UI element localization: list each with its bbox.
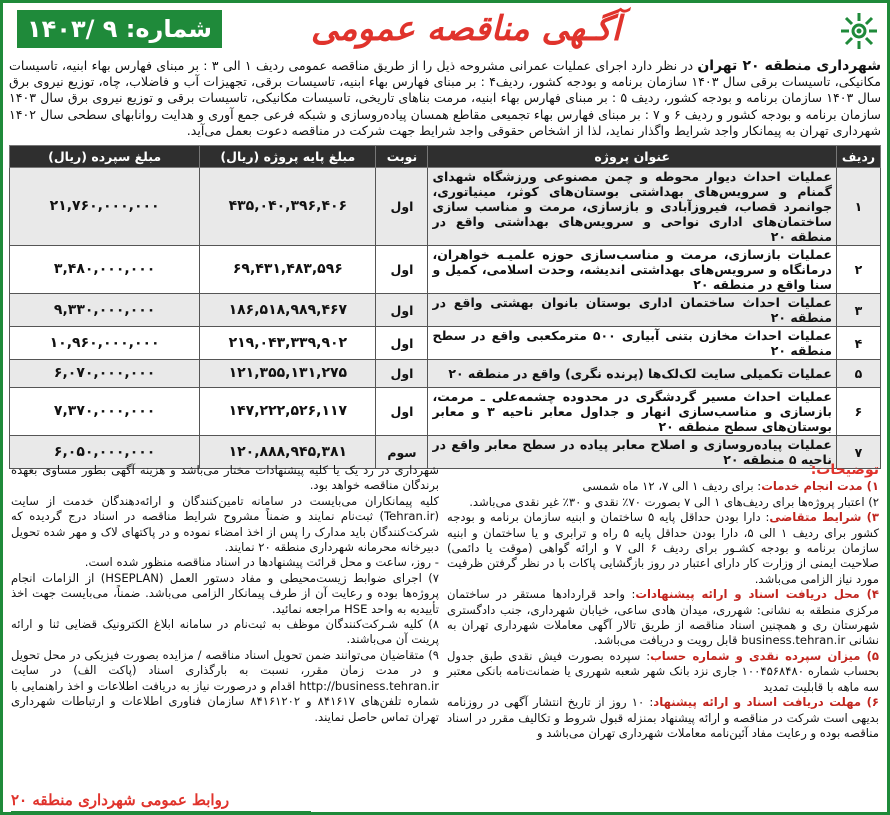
note-text: : واحد قراردادها مستقر در ساختمان مرکزی منطقه به نشانی: شهرری، میدان هادی ساعی، خیابان شهرداری، جنب دادگستری شهرستان ری و همچنین اسناد مناقصه از طریق تالار آگهی معاملات شهرداری تهران به نشانی business.tehran.ir قابل رویت و دریافت می‌باشد. xyxy=(447,587,879,648)
row-number: ۴ xyxy=(836,327,880,360)
deposit-amount: ۳,۴۸۰,۰۰۰,۰۰۰ xyxy=(10,246,200,294)
notes-right-column xyxy=(447,463,879,741)
tehran-municipality-logo xyxy=(837,9,881,53)
base-amount: ۱۸۶,۵۱۸,۹۸۹,۴۶۷ xyxy=(200,294,376,327)
header-project-title: عنوان پروژه xyxy=(428,146,836,168)
base-amount: ۶۹,۴۳۱,۴۸۳,۵۹۶ xyxy=(200,246,376,294)
note-text: ۲) اعتبار پروژه‌ها برای ردیف‌های ۱ الی ۷ بصورت ۷۰٪ نقدی و ۳۰٪ غیر نقدی می‌باشد. xyxy=(469,494,879,509)
header-row-number: ردیف xyxy=(836,146,880,168)
table-row xyxy=(10,294,881,327)
turn: اول xyxy=(376,360,428,388)
row-number: ۵ xyxy=(836,360,880,388)
note-text: : برای ردیف ۱ الی ۷، ۱۲ ماه شمسی xyxy=(582,479,762,494)
note-item xyxy=(447,695,879,741)
table-row xyxy=(10,388,881,436)
note-item: ۷) اجرای ضوابط زیست‌محیطی و مفاد دستور العمل (HSEPLAN) از الزامات انجام پروژه‌ها بوده و رعایت آن از طرف پیمانکار الزامی می‌باشد. ضمناً، می‌بایست جهت اخذ تأییدیه به واحد HSE مراجعه نمائید. xyxy=(11,570,439,616)
deposit-amount: ۱۰,۹۶۰,۰۰۰,۰۰۰ xyxy=(10,327,200,360)
header-turn: نوبت xyxy=(376,146,428,168)
row-number: ۷ xyxy=(836,436,880,469)
note-text: : دارا بودن حداقل پایه ۵ ساختمان و ابنیه سازمان برنامه و بودجه کشور برای ردیف ۱ الی ۵، دارا بودن حداقل پایه ۵ راه و ترابری و یا ساختمان و ابنیه سازمان برنامه و بودجه کشـور برای ردیف ۶ الی ۷ و ارائه گواهی (موقت یا دائمی) صلاحیت ایمنی از وزارت کار دارای اعتبار در روز بازگشایی پاکات با در نظر گرفتن ظرفیت مورد نیاز الزامی می‌باشد. xyxy=(447,510,879,586)
base-amount: ۴۳۵,۰۴۰,۳۹۶,۴۰۶ xyxy=(200,168,376,246)
table-row xyxy=(10,246,881,294)
table-row xyxy=(10,360,881,388)
deposit-amount: ۲۱,۷۶۰,۰۰۰,۰۰۰ xyxy=(10,168,200,246)
note-item: - روز، ساعت و محل قرائت پیشنهادها در اسناد مناقصه منظور شده است. xyxy=(84,555,439,570)
public-relations-signature: روابط عمومی شهرداری منطقه ۲۰ xyxy=(11,791,230,809)
intro-text: در نظر دارد اجرای عملیات عمرانی مشروحه ذیل را از طریق مناقصه عمومی ردیف ۱ الی ۳ : بر مبنای فهارس بهاء ابنیه، تاسیسات مکانیکی، تاسیسات برقی سال ۱۴۰۳ سازمان برنامه و بودجه کشور، ردیف۴ : بر مبنای فهارس بهاء ابنیه، تاسیسات برقی، تجهیزات آب و فاضلاب، چاه، توزیع نیروی برق سال ۱۴۰۳ سازمان برنامه و بودجه کشور، ردیف ۵ : بر مبنای فهارس بهاء ابنیه، مرمت بناهای تاریخی، تاسیسات مکانیکی، تاسیسات برقی و توزیع نیروی برق سال ۱۴۰۳ سازمان برنامه و بودجه کشور و ردیف ۶ و ۷ : بر مبنای فهارس بهاء تجمیعی مقاطع همسان پیاده‌روسازی و شبکه فرعی جمع آوری و هدایت روانابهای سطحی سال ۱۴۰۲ شهرداری تهران به پیمانکار واجد شرایط واگذار نماید، لذا از اشخاص حقوقی واجد شرایط جهت شرکت در مناقصه دعوت بعمل می‌آید. xyxy=(9,58,881,138)
note-head: ۱) مدت انجام خدمات xyxy=(761,479,879,494)
note-head: ۵) میزان سپرده نقدی و شماره حساب xyxy=(650,648,879,663)
intro-paragraph xyxy=(9,58,881,142)
turn: اول xyxy=(376,168,428,246)
header-base-amount: مبلغ پایه پروژه (ریال) xyxy=(200,146,376,168)
ad-title: آگـهی مناقصه عمومی xyxy=(310,9,621,49)
title-banner xyxy=(17,9,627,49)
note-item: ۹) متقاضیان می‌توانند ضمن تحویل اسناد مناقصه / مزایده بصورت فیزیکی در محل تحویل و در مدت زمان مقرر، نسبت به بارگذاری اسناد (پاکت الف) در سایت http://business.tehran.ir اقدام و درصورت نیاز به دریافت اطلاعات و اخذ راهنمایی با شماره تلفن‌های ۸۴۱۶۱۷ و ۸۴۱۶۱۲۰۲ سازمان فناوری اطلاعات و ارتباطات شهرداری تهران تماس حاصل نمایند. xyxy=(11,647,439,724)
project-title: عملیات احداث دیوار محوطه و چمن مصنوعی ورزشگاه شهدای گمنام و سرویس‌های بهداشتی بوستان‌های کوثر، مینیاتوری، جوانمرد قصاب، فیروزآبادی و بازسازی، مرمت و مناسب سازی ساختمان‌های اداری نواحی و سرویس‌های بهداشتی واقع در منطقه ۲۰ xyxy=(428,168,836,246)
project-title: عملیات احداث مخازن بتنی آبیاری ۵۰۰ مترمکعبی واقع در سطح منطقه ۲۰ xyxy=(428,327,836,360)
ad-number: شماره: ۹ /۱۴۰۳ xyxy=(17,10,222,48)
project-title: عملیات احداث مسیر گردشگری در محدوده چشمه‌علی ـ مرمت، بازسازی و مناسب‌سازی انهار و جداول معابر ناحیه ۳ و معابر بوستان‌های سطح منطقه ۲۰ xyxy=(428,388,836,436)
note-text: : ۱۰ روز از تاریخ انتشار آگهی در روزنامه بدیهی است شرکت در مناقصه و ارائه پیشنهاد بمنزله قبول شروط و تکالیف مقرر در اسناد مناقصه بوده و رعایت مفاد آئین‌نامه معاملات شهرداری تهران می‌باشد و xyxy=(447,695,879,740)
header xyxy=(9,7,881,55)
turn: اول xyxy=(376,246,428,294)
row-number: ۳ xyxy=(836,294,880,327)
note-item: کلیه پیمانکاران می‌بایست در سامانه تامین‌کنندگان و ارائه‌دهندگان خدمت از سایت (Tehran.ir) ثبت‌نام نمایند و ضمناً مشروح شرایط مناقصه در اسناد درج گردیده که شرکت‌کنندگان باید مدارک را پس از اخذ امضاء نموده و در پاکتهای لاک و مهر شده تحویل دبیرخانه محرمانه شهرداری منطقه ۲۰ نمایند. xyxy=(11,493,439,555)
turn: اول xyxy=(376,388,428,436)
table-row xyxy=(10,327,881,360)
project-title: عملیات بازسازی، مرمت و مناسب‌سازی حوزه علمیـه خواهران، درمانگاه و سرویس‌های بهداشتی اندیشه، وحدت اسلامی، کمیل و سنا واقع در منطقه ۲۰ xyxy=(428,246,836,294)
note-item: ۸) کلیه شـرکت‌کنندگان موظف به ثبت‌نام در سامانه ابلاغ الکترونیک قضایی ثنا و ارائه پرینت آن می‌باشند. xyxy=(11,617,439,647)
base-amount: ۱۲۱,۳۵۵,۱۳۱,۲۷۵ xyxy=(200,360,376,388)
row-number: ۶ xyxy=(836,388,880,436)
note-item xyxy=(447,495,879,510)
base-amount: ۲۱۹,۰۴۳,۳۳۹,۹۰۲ xyxy=(200,327,376,360)
turn: اول xyxy=(376,327,428,360)
note-head: ۳) شرایط متقاضی xyxy=(769,510,879,525)
note-item xyxy=(447,649,879,695)
note-item xyxy=(447,587,879,649)
project-title: عملیات احداث ساختمان اداری بوستان بانوان بهشتی واقع در منطقه ۲۰ xyxy=(428,294,836,327)
notes-title: توضیحات: xyxy=(810,462,879,478)
note-head: ۶) مهلت دریافت اسناد و ارائه پیشنهاد xyxy=(653,695,879,710)
deposit-amount: ۶,۰۷۰,۰۰۰,۰۰۰ xyxy=(10,360,200,388)
note-head: ۴) محل دریافت اسناد و ارائه پیشنهادات xyxy=(635,587,879,602)
deposit-amount: ۹,۳۳۰,۰۰۰,۰۰۰ xyxy=(10,294,200,327)
note-item xyxy=(447,510,879,587)
header-deposit-amount: مبلغ سپرده (ریال) xyxy=(10,146,200,168)
turn: اول xyxy=(376,294,428,327)
deposit-amount: ۶,۰۵۰,۰۰۰,۰۰۰ xyxy=(10,436,200,469)
row-number: ۱ xyxy=(836,168,880,246)
table-row xyxy=(10,168,881,246)
deposit-amount: ۷,۳۷۰,۰۰۰,۰۰۰ xyxy=(10,388,200,436)
intro-lead: شهرداری منطقه ۲۰ تهران xyxy=(697,58,881,74)
note-item xyxy=(447,479,879,494)
project-title: عملیات تکمیلی سایت لک‌لک‌ها (پرنده نگری) واقع در منطقه ۲۰ xyxy=(428,360,836,388)
projects-table xyxy=(9,145,881,469)
notes-left-column xyxy=(11,463,439,725)
row-number: ۲ xyxy=(836,246,880,294)
base-amount: ۱۴۷,۲۲۲,۵۲۶,۱۱۷ xyxy=(200,388,376,436)
footer-divider xyxy=(11,811,311,813)
notes-section xyxy=(11,463,879,813)
turn: سوم xyxy=(376,436,428,469)
base-amount: ۱۲۰,۸۸۸,۹۴۵,۳۸۱ xyxy=(200,436,376,469)
table-header-row xyxy=(10,146,881,168)
project-title: عملیات پیاده‌روسازی و اصلاح معابر پیاده در سطح معابر واقع در ناحیه ۵ منطقه ۲۰ xyxy=(428,436,836,469)
note-item: شهرداری در رد یک یا کلیه پیشنهادات مختار می‌باشد و هزینه آگهی بطور مساوی بعهده برندگان مناقصه خواهد بود. xyxy=(11,463,439,493)
note-text: : سپرده بصورت فیش نقدی طبق جدول بحساب شماره ۱۰۰۴۵۶۸۴۸۰ جاری نزد بانک شهر شعبه شهرری یا ضمانت‌نامه بانکی معتبر سه ماهه با قابلیت تمدید xyxy=(447,648,879,694)
